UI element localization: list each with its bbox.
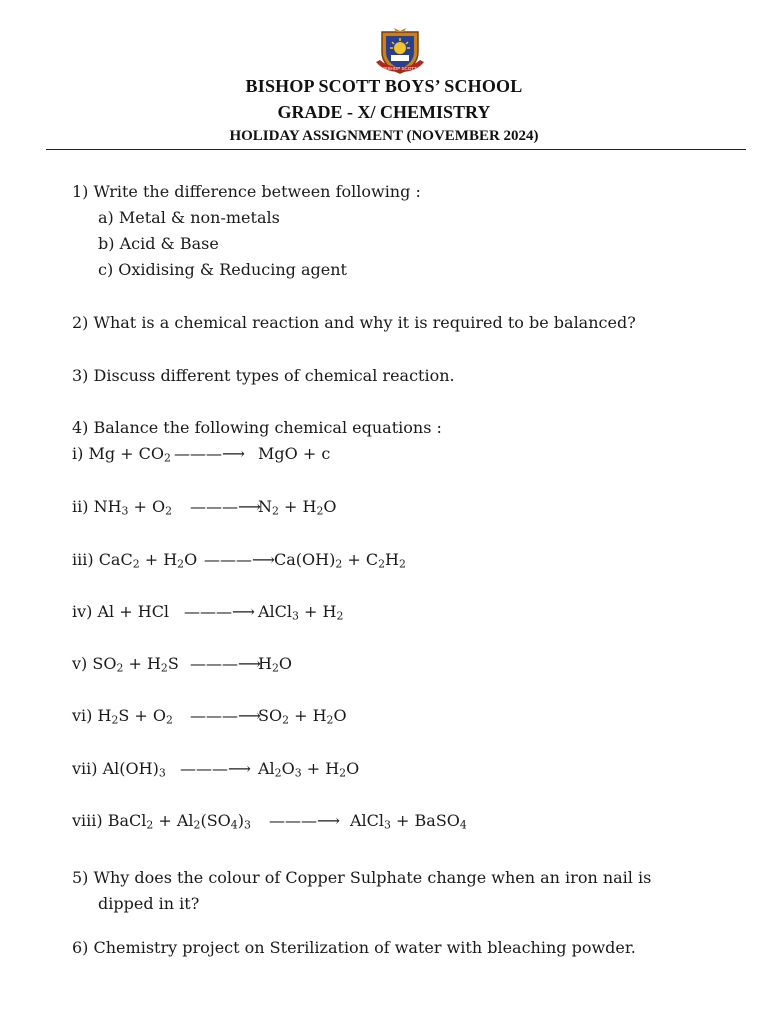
formula-part: + Al [153,811,194,830]
equation-products [258,654,292,674]
equation-products [350,811,467,831]
formula-part: 2 [282,713,289,727]
equation-number: ii) [72,497,94,516]
equation-number: iv) [72,602,98,621]
equation-reactants [72,654,179,674]
formula-part: H [385,550,399,569]
formula-part: AlCl [350,811,385,830]
formula-part: H [97,706,112,725]
formula-part: Al(OH) [102,759,159,778]
formula-part: SO [92,654,117,673]
reaction-arrow: ———⟶ [190,497,261,516]
formula-part: 4 [230,818,238,832]
assignment-title: HOLIDAY ASSIGNMENT (NOVEMBER 2024) [229,128,539,144]
formula-part: O [323,497,337,516]
formula-part: + H [289,706,327,725]
formula-part: 2 [335,557,343,571]
equation-number: v) [72,654,93,673]
reaction-arrow: ———⟶ [204,550,275,569]
formula-part: 2 [164,451,171,465]
formula-part: NH [93,497,122,516]
equation-number: vi) [72,706,98,725]
formula-part: BaCl [107,811,147,830]
grade-subject: GRADE - X/ CHEMISTRY [277,102,491,122]
reaction-arrow: ———⟶ [190,706,261,725]
formula-part: Ca(OH) [274,550,336,569]
equation-reactants [72,759,166,779]
equation-reactants [72,444,171,464]
formula-part: + H [301,759,340,778]
equation-products [274,550,406,570]
formula-part: + H [278,497,317,516]
question-1-b: b) Acid & Base [98,234,219,253]
question-1-a: a) Metal & non-metals [98,208,280,227]
equation-reactants [72,706,173,726]
equation-number: i) [72,444,89,463]
equation-products [258,497,337,517]
equation-products [258,706,347,726]
question-3: 3) Discuss different types of chemical reaction. [72,366,455,385]
equation-number: iii) [72,550,99,569]
reaction-arrow: ———⟶ [190,654,261,673]
formula-part: N [258,497,272,516]
equation-reactants [72,497,172,517]
formula-part: 2 [166,713,173,727]
formula-part: O [278,654,292,673]
question-2: 2) What is a chemical reaction and why it is required to be balanced? [72,313,636,332]
formula-part: O [333,706,347,725]
equation-number: viii) [72,811,108,830]
formula-part: S + O [118,706,167,725]
formula-part: 2 [165,504,173,518]
formula-part: O [184,550,198,569]
formula-part: AlCl [258,602,293,621]
equation-products [258,759,359,779]
formula-part: 2 [132,557,140,571]
formula-part: + H [123,654,161,673]
question-1-c: c) Oxidising & Reducing agent [98,260,347,279]
crest-text: BISHOP SCOTT [383,66,417,71]
formula-part: ) [237,811,244,830]
formula-part: 3 [294,766,302,780]
question-1: 1) Write the difference between following : [72,182,421,201]
formula-part: 2 [274,766,282,780]
formula-part: 2 [116,661,124,675]
formula-part: O [281,759,295,778]
formula-part: + O [128,497,166,516]
formula-part: 2 [271,661,279,675]
formula-part: 2 [336,609,344,623]
header-divider [46,149,746,150]
reaction-arrow: ———⟶ [184,602,255,621]
question-4: 4) Balance the following chemical equations : [72,418,442,437]
equation-reactants [72,602,169,622]
formula-part: 2 [339,766,347,780]
formula-part: 2 [326,713,334,727]
reaction-arrow: ———⟶ [180,759,251,778]
formula-part: CaC [98,550,133,569]
formula-part: 2 [111,713,119,727]
formula-part: 3 [243,818,251,832]
formula-part: 2 [398,557,406,571]
equation-reactants [72,550,197,570]
formula-part: Al [258,759,275,778]
formula-part: Mg + CO [88,444,165,463]
formula-part: SO [258,706,283,725]
formula-part: MgO + c [258,444,331,463]
formula-part: 4 [459,818,467,832]
formula-part: + BaSO [390,811,460,830]
formula-part: S [167,654,179,673]
formula-part: H [258,654,272,673]
formula-part: Al + HCl [97,602,170,621]
equation-products [258,444,330,464]
school-crest-logo [374,26,426,76]
formula-part: 2 [146,818,154,832]
formula-part: + C [342,550,379,569]
formula-part: 2 [177,557,185,571]
formula-part: 3 [121,504,129,518]
equation-reactants [72,811,251,831]
equation-number: vii) [72,759,103,778]
formula-part: 2 [160,661,168,675]
reaction-arrow: ———⟶ [174,444,245,463]
question-6: 6) Chemistry project on Sterilization of water with bleaching powder. [72,938,636,957]
formula-part: + H [139,550,178,569]
formula-part: 3 [292,609,299,623]
formula-part: 3 [384,818,391,832]
question-5-line-1: 5) Why does the colour of Copper Sulphate change when an iron nail is [72,868,652,887]
formula-part: (SO [200,811,231,830]
formula-part: + H [298,602,337,621]
school-name: BISHOP SCOTT BOYS’ SCHOOL [245,76,523,96]
formula-part: 2 [193,818,201,832]
formula-part: 2 [316,504,324,518]
formula-part: 2 [378,557,386,571]
equation-products [258,602,343,622]
formula-part: 3 [158,766,166,780]
question-5-line-2: dipped in it? [98,894,200,913]
reaction-arrow: ———⟶ [269,811,340,830]
formula-part: O [346,759,360,778]
formula-part: 2 [272,504,279,518]
